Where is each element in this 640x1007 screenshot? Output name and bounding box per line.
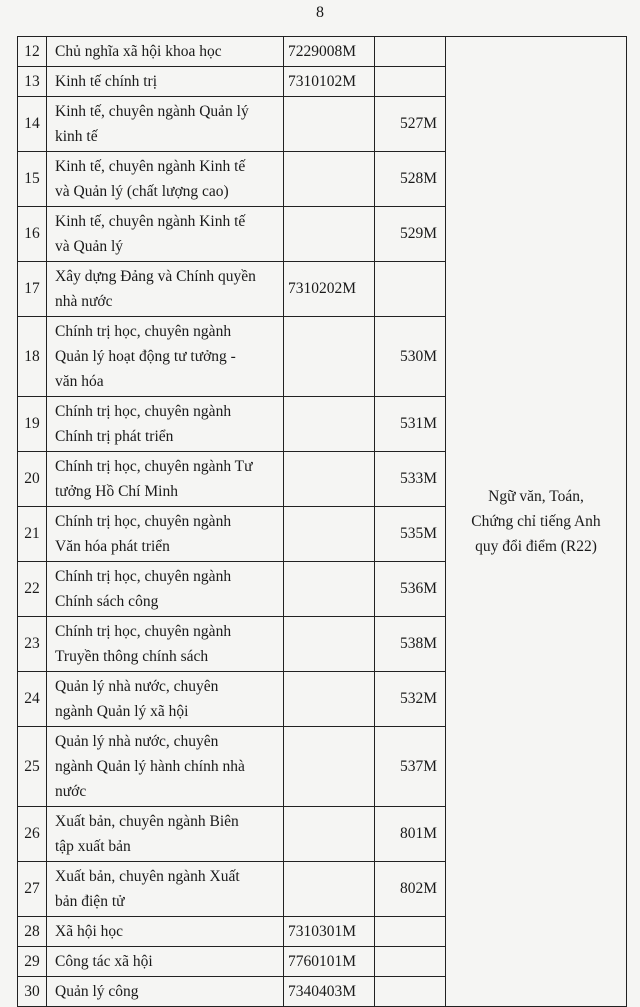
- program-name-line: Công tác xã hội: [55, 953, 153, 970]
- program-name-line: Kinh tế, chuyên ngành Kinh tế: [55, 158, 246, 175]
- row-number: 18: [18, 317, 47, 397]
- program-name-line: Chính trị phát triển: [55, 428, 174, 445]
- program-name-line: Xã hội học: [55, 923, 124, 940]
- program-name-cell: [47, 67, 284, 97]
- program-name-cell: [47, 507, 284, 562]
- program-name-line: Chính trị học, chuyên ngành: [55, 403, 232, 420]
- program-name-cell: [47, 617, 284, 672]
- program-name-line: Chính trị học, chuyên ngành Tư: [55, 458, 253, 475]
- specialization-code: [375, 917, 446, 947]
- program-name-line: ngành Quản lý hành chính nhà: [55, 758, 245, 775]
- program-code: [284, 507, 375, 562]
- subject-combination-line: quy đổi điểm (R22): [475, 538, 597, 555]
- specialization-code: 532M: [375, 672, 446, 727]
- program-name-cell: [47, 152, 284, 207]
- row-number: 27: [18, 862, 47, 917]
- specialization-code: [375, 262, 446, 317]
- program-name-line: ngành Quản lý xã hội: [55, 703, 189, 720]
- program-name-line: Chính trị học, chuyên ngành: [55, 323, 232, 340]
- program-code: 7310202M: [284, 262, 375, 317]
- program-name-cell: [47, 917, 284, 947]
- program-code: 7310102M: [284, 67, 375, 97]
- specialization-code: [375, 67, 446, 97]
- program-name-line: Truyền thông chính sách: [55, 648, 209, 665]
- program-code: 7340403M: [284, 977, 375, 1007]
- row-number: 15: [18, 152, 47, 207]
- program-name-line: nước: [55, 783, 87, 800]
- row-number: 17: [18, 262, 47, 317]
- program-name-cell: [47, 317, 284, 397]
- specialization-code: 802M: [375, 862, 446, 917]
- row-number: 23: [18, 617, 47, 672]
- program-code: 7760101M: [284, 947, 375, 977]
- program-name-line: Xây dựng Đảng và Chính quyền: [55, 268, 256, 285]
- program-name-cell: [47, 37, 284, 67]
- program-name-line: văn hóa: [55, 373, 104, 390]
- admissions-table: [17, 36, 627, 1007]
- program-name-line: Xuất bản, chuyên ngành Xuất: [55, 868, 240, 885]
- program-name-line: Xuất bản, chuyên ngành Biên: [55, 813, 239, 830]
- subject-combination-line: Ngữ văn, Toán,: [488, 488, 584, 505]
- specialization-code: 529M: [375, 207, 446, 262]
- row-number: 30: [18, 977, 47, 1007]
- specialization-code: 537M: [375, 727, 446, 807]
- specialization-code: 535M: [375, 507, 446, 562]
- program-code: [284, 452, 375, 507]
- program-name-line: Quản lý nhà nước, chuyên: [55, 678, 219, 695]
- program-name-line: Chính trị học, chuyên ngành: [55, 513, 232, 530]
- program-code: [284, 727, 375, 807]
- table-body: [18, 37, 627, 1007]
- specialization-code: 528M: [375, 152, 446, 207]
- program-code: [284, 862, 375, 917]
- row-number: 13: [18, 67, 47, 97]
- specialization-code: 530M: [375, 317, 446, 397]
- row-number: 26: [18, 807, 47, 862]
- specialization-code: 527M: [375, 97, 446, 152]
- row-number: 20: [18, 452, 47, 507]
- program-code: [284, 97, 375, 152]
- specialization-code: 531M: [375, 397, 446, 452]
- program-name-line: Văn hóa phát triển: [55, 538, 170, 555]
- subject-combination-line: Chứng chỉ tiếng Anh: [471, 513, 601, 530]
- program-name-line: và Quản lý: [55, 238, 124, 255]
- program-name-line: Chính sách công: [55, 593, 159, 610]
- program-code: [284, 672, 375, 727]
- program-code: [284, 397, 375, 452]
- program-name-cell: [47, 452, 284, 507]
- program-name-cell: [47, 97, 284, 152]
- program-name-cell: [47, 807, 284, 862]
- program-code: [284, 807, 375, 862]
- row-number: 22: [18, 562, 47, 617]
- row-number: 19: [18, 397, 47, 452]
- program-name-line: Kinh tế, chuyên ngành Quản lý: [55, 103, 249, 120]
- program-name-cell: [47, 727, 284, 807]
- program-name-cell: [47, 207, 284, 262]
- program-name-line: kinh tế: [55, 128, 98, 145]
- program-name-line: nhà nước: [55, 293, 113, 310]
- program-name-line: bản điện tử: [55, 893, 125, 910]
- program-name-line: và Quản lý (chất lượng cao): [55, 183, 229, 200]
- specialization-code: 533M: [375, 452, 446, 507]
- specialization-code: 801M: [375, 807, 446, 862]
- program-name-line: Kinh tế chính trị: [55, 73, 158, 90]
- subject-combination-cell: [446, 37, 627, 1007]
- row-number: 24: [18, 672, 47, 727]
- page-number: 8: [316, 4, 324, 21]
- row-number: 14: [18, 97, 47, 152]
- program-name-line: tưởng Hồ Chí Minh: [55, 483, 178, 500]
- program-name-cell: [47, 672, 284, 727]
- program-name-cell: [47, 947, 284, 977]
- row-number: 25: [18, 727, 47, 807]
- row-number: 21: [18, 507, 47, 562]
- program-name-cell: [47, 262, 284, 317]
- row-number: 12: [18, 37, 47, 67]
- program-name-line: Quản lý nhà nước, chuyên: [55, 733, 219, 750]
- program-code: [284, 207, 375, 262]
- program-name-line: Chính trị học, chuyên ngành: [55, 623, 232, 640]
- program-name-line: Kinh tế, chuyên ngành Kinh tế: [55, 213, 246, 230]
- specialization-code: 536M: [375, 562, 446, 617]
- program-name-cell: [47, 397, 284, 452]
- program-name-cell: [47, 562, 284, 617]
- specialization-code: 538M: [375, 617, 446, 672]
- program-name-line: Quản lý công: [55, 983, 139, 1000]
- specialization-code: [375, 947, 446, 977]
- program-name-line: tập xuất bản: [55, 838, 131, 855]
- specialization-code: [375, 977, 446, 1007]
- program-name-cell: [47, 977, 284, 1007]
- program-name-line: Quản lý hoạt động tư tưởng -: [55, 348, 236, 365]
- row-number: 28: [18, 917, 47, 947]
- specialization-code: [375, 37, 446, 67]
- program-code: [284, 317, 375, 397]
- row-number: 29: [18, 947, 47, 977]
- program-code: 7229008M: [284, 37, 375, 67]
- program-code: [284, 617, 375, 672]
- program-name-cell: [47, 862, 284, 917]
- program-code: 7310301M: [284, 917, 375, 947]
- program-code: [284, 152, 375, 207]
- program-name-line: Chính trị học, chuyên ngành: [55, 568, 232, 585]
- program-name-line: Chủ nghĩa xã hội khoa học: [55, 43, 222, 60]
- program-code: [284, 562, 375, 617]
- row-number: 16: [18, 207, 47, 262]
- table-row: [18, 37, 627, 67]
